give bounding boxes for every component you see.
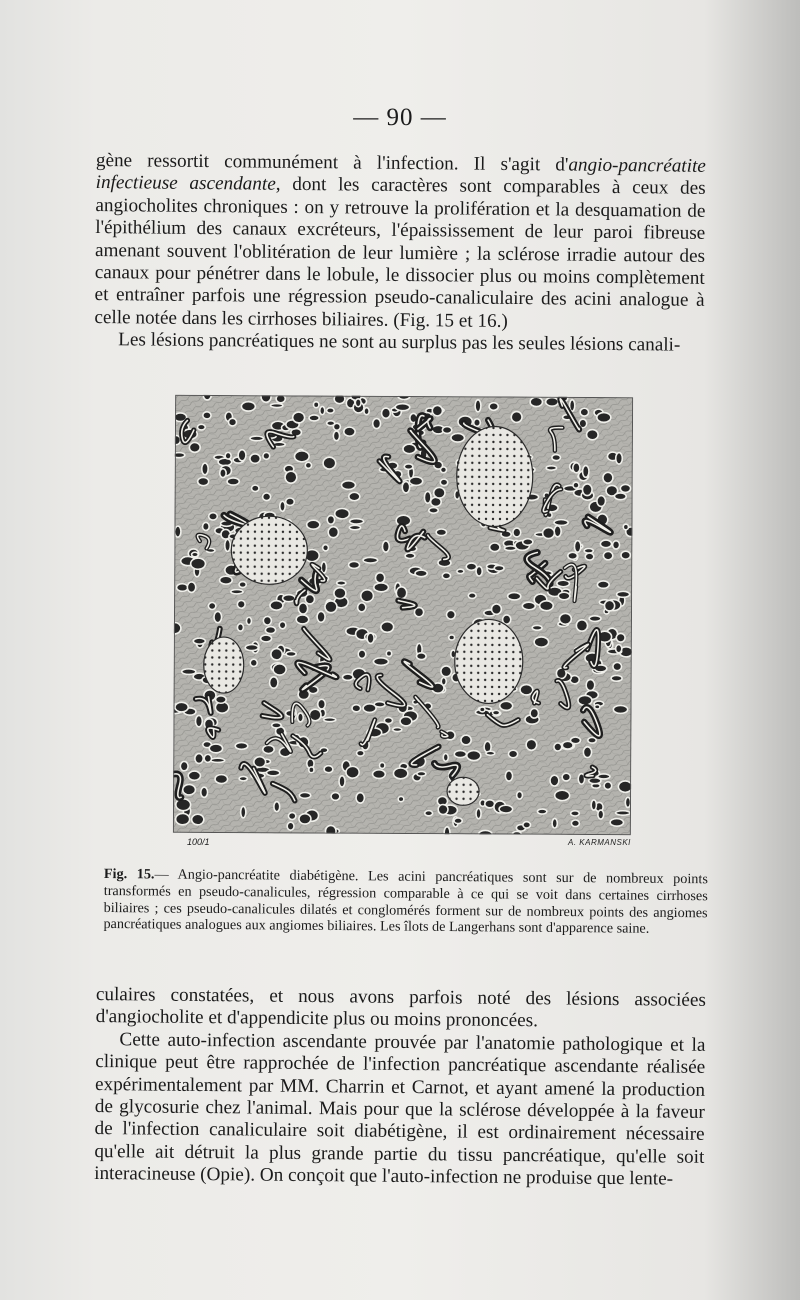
intro-text-b: , dont les caractères sont comparables à ceux des angiocholites chroniques : on y retrouve la prolifération et la desquamation de l'épithélium des canaux excréteurs, l'épaississement de leur paroi fibreuse amenant souvent l'oblitération de leur lumière ; la sclérose irradie autour des canaux pour pénétrer dans le lobule, le dissocier plus ou moins complètement et entraîner parfois une régression pseudo-canaliculaire des acini analogue à celle notée dans les cirrhoses biliaires. (Fig. 15 et 16.) (94, 174, 706, 332)
intro-paragraph (94, 150, 706, 335)
outro-text (94, 984, 706, 1192)
outro-paragraph-1: culaires constatées, et nous avons parfois noté des lésions associées d'angiocholite et d'appendicite plus ou moins prononcées. (95, 984, 706, 1032)
figure-caption (103, 866, 708, 938)
histology-figure (173, 395, 633, 835)
page-number: — 90 — (353, 104, 447, 131)
artist-signature: A. KARMANSKI (568, 838, 631, 847)
histology-plate (173, 395, 633, 835)
caption-label: Fig. 15. (103, 866, 155, 883)
scale-mark: 100/1 (187, 837, 210, 847)
italic-term: angio-pancréatite infectieuse ascendante (95, 154, 706, 196)
intro-text (94, 150, 706, 358)
intro-text-a: gène ressortit communément à l'infection. Il s'agit d' (95, 150, 569, 176)
outro-paragraph-2: Cette auto-infection ascendante prouvée par l'anatomie pathologique et la clinique peut être rapprochée de l'infection pancréatique ascendante réalisée expérimentalement par MM. Charrin et Carnot, et ayant amené la production de glycosurie chez l'animal. Mais pour que la sclérose développée à la faveur de l'infection canaliculaire soit diabétigène, il est ordinairement nécessaire qu'elle ait détruit la plus grande partie du tissu pancréatique, qu'elle soit interacineuse (Opie). On conçoit que l'auto-infection ne produise que lente- (94, 1029, 706, 1190)
lesions-paragraph: Les lésions pancréatiques ne sont au surplus pas les seules lésions canali- (118, 329, 681, 356)
caption-text: — Angio-pancréatite diabétigène. Les acini pancréatiques sont sur de nombreux points transformés en pseudo-canalicules, régression comparable à ce qui se voit dans certaines cirrhoses biliaires ; ces pseudo-canalicules dilatés et conglomérés forment sur de nombreux points des angiomes pancréatiques analogues aux angiomes biliaires. Les îlots de Langerhans sont d'apparence saine. (103, 866, 708, 938)
